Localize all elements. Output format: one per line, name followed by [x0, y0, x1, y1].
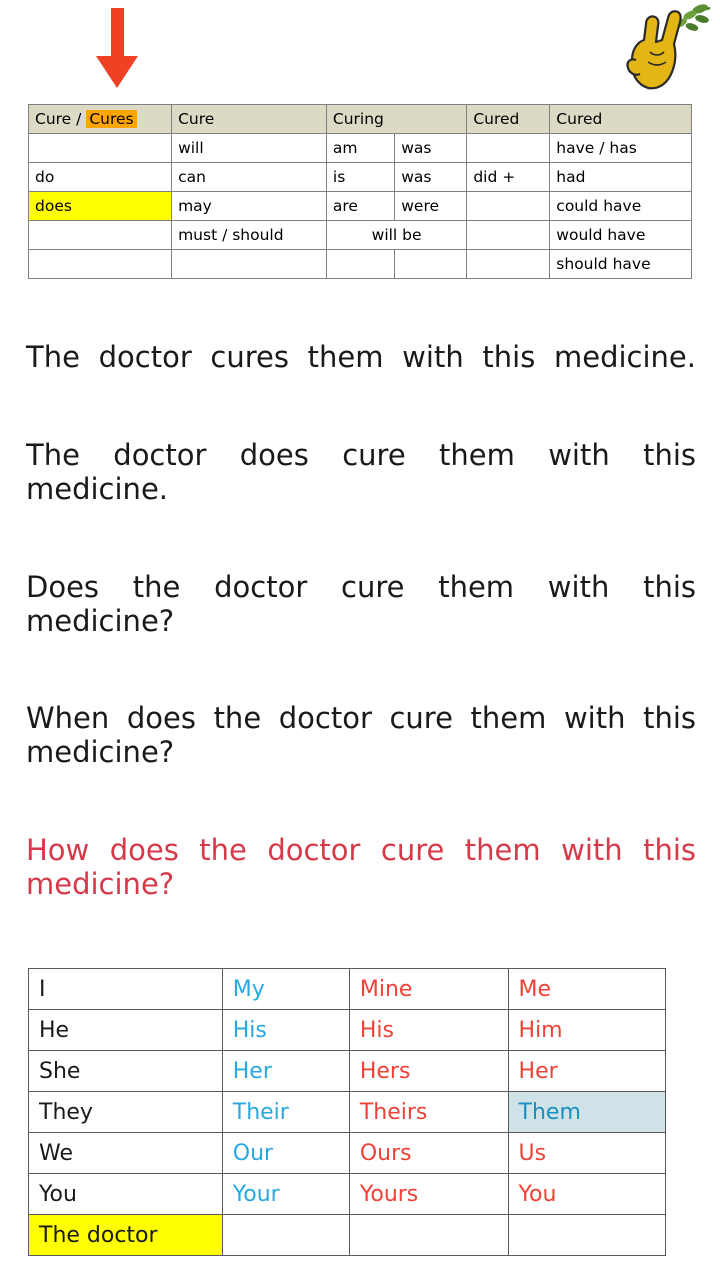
pronoun-subject-6: You: [29, 1174, 223, 1215]
cell-r5c5-text: should have: [556, 255, 651, 273]
pronoun-subject-1: I: [29, 969, 223, 1010]
cell-r4c2: must / should: [172, 221, 327, 250]
cell-r5c3b: [395, 250, 467, 279]
header-cell-curing: Curing: [326, 105, 466, 134]
cell-r1c3a: am: [326, 134, 394, 163]
table-row: [29, 1051, 666, 1092]
header-cell-cure: Cure: [172, 105, 327, 134]
cell-r5c4: [467, 250, 550, 279]
pronoun-posspron-3: Hers: [349, 1051, 508, 1092]
cell-r2c5: had: [550, 163, 692, 192]
sentence-3: [26, 571, 696, 673]
cell-r2c2: can: [172, 163, 327, 192]
pronoun-posspron-7: [349, 1215, 508, 1256]
table-row: [29, 1174, 666, 1215]
pronoun-object-1: Me: [508, 969, 665, 1010]
pronoun-posspron-5: Ours: [349, 1133, 508, 1174]
pronoun-object-3: Her: [508, 1051, 665, 1092]
pronoun-object-6: You: [508, 1174, 665, 1215]
cell-r5c5-should-have: [550, 250, 692, 279]
header-cell-cure-cures: [29, 105, 172, 134]
sentence-2: [26, 439, 696, 541]
table-row: [29, 221, 692, 250]
cell-r1c1: [29, 134, 172, 163]
arrow-shaft: [111, 8, 124, 60]
cell-r5c3a: [326, 250, 394, 279]
table-row: [29, 1215, 666, 1256]
cell-r2c1: do: [29, 163, 172, 192]
sentence-2-text: The doctor does cure them with this medicine.: [26, 437, 696, 506]
sentence-5: [26, 834, 696, 936]
table-row: [29, 192, 692, 221]
down-arrow-icon: [96, 8, 140, 90]
table-row: [29, 163, 692, 192]
table-row: [29, 1010, 666, 1051]
victory-hand-olive-branch-logo-icon: [602, 0, 712, 96]
pronoun-posspron-6: Yours: [349, 1174, 508, 1215]
pronoun-possadj-2: His: [222, 1010, 349, 1051]
pronoun-posspron-1: Mine: [349, 969, 508, 1010]
pronoun-object-4-them-highlight: Them: [508, 1092, 665, 1133]
table-row: [29, 134, 692, 163]
table-row: [29, 1092, 666, 1133]
pronoun-subject-4: They: [29, 1092, 223, 1133]
table-header-row: [29, 105, 692, 134]
pronoun-object-7: [508, 1215, 665, 1256]
pronoun-possadj-1: My: [222, 969, 349, 1010]
cell-r3c1-does-highlight: does: [29, 192, 172, 221]
cell-r2c4: did +: [467, 163, 550, 192]
table-row: [29, 250, 692, 279]
cell-r3c5: could have: [550, 192, 692, 221]
cell-r4c1: [29, 221, 172, 250]
pronoun-subject-3: She: [29, 1051, 223, 1092]
sentence-5-text: How does the doctor cure them with this medicine?: [26, 833, 696, 902]
cell-r1c5: have / has: [550, 134, 692, 163]
cell-r3c3b: were: [395, 192, 467, 221]
cell-r4c4: [467, 221, 550, 250]
pronoun-posspron-4: Theirs: [349, 1092, 508, 1133]
cell-r2c3a: is: [326, 163, 394, 192]
pronoun-posspron-2: His: [349, 1010, 508, 1051]
cell-r3c3a: are: [326, 192, 394, 221]
cell-r4c5: would have: [550, 221, 692, 250]
sentence-1: [26, 341, 696, 409]
sentence-1-text: The doctor cures them with this medicine.: [26, 340, 696, 374]
sentence-4: [26, 702, 696, 804]
pronoun-subject-7-the-doctor-highlight: The doctor: [29, 1215, 223, 1256]
table-row: [29, 1133, 666, 1174]
header-cell-cured-1: Cured: [467, 105, 550, 134]
verb-form-table: [28, 104, 692, 279]
table-row: [29, 969, 666, 1010]
cell-r1c3b: was: [395, 134, 467, 163]
sentence-list: [26, 312, 696, 966]
header-cell-cured-2: Cured: [550, 105, 692, 134]
pronoun-subject-5: We: [29, 1133, 223, 1174]
cell-r5c2: [172, 250, 327, 279]
pronoun-subject-2: He: [29, 1010, 223, 1051]
cell-r3c4: [467, 192, 550, 221]
pronoun-possadj-3: Her: [222, 1051, 349, 1092]
sentence-3-text: Does the doctor cure them with this medicine?: [26, 569, 696, 638]
header-cure-plain: Cure /: [35, 110, 82, 128]
pronoun-object-5: Us: [508, 1133, 665, 1174]
pronoun-possadj-7: [222, 1215, 349, 1256]
cell-r4c3-will-be: will be: [326, 221, 466, 250]
cell-r1c4: [467, 134, 550, 163]
cell-r1c2: will: [172, 134, 327, 163]
sentence-4-text: When does the doctor cure them with this medicine?: [26, 701, 696, 770]
cell-r2c3b: was: [395, 163, 467, 192]
pronoun-possadj-6: Your: [222, 1174, 349, 1215]
pronoun-possadj-4: Their: [222, 1092, 349, 1133]
cell-r5c1: [29, 250, 172, 279]
pronoun-possadj-5: Our: [222, 1133, 349, 1174]
header-cures-highlight: Cures: [86, 110, 136, 128]
pronoun-table: [28, 968, 666, 1256]
pronoun-object-2: Him: [508, 1010, 665, 1051]
cell-r3c2: may: [172, 192, 327, 221]
arrow-head: [96, 56, 138, 88]
